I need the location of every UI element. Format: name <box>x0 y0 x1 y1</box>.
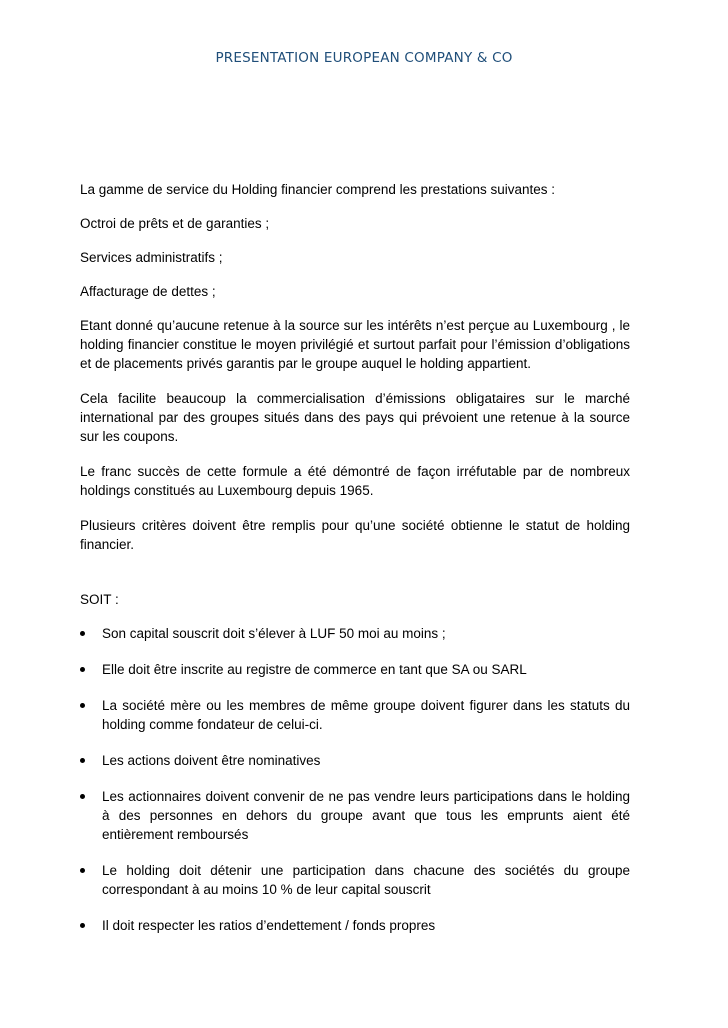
criteria-text: La société mère ou les membres de même groupe doivent figurer dans les statuts du holding comme fondateur de celui-ci. <box>102 698 630 732</box>
service-item-factoring: Affacturage de dettes ; <box>80 284 216 299</box>
service-item-loans: Octroi de prêts et de garanties ; <box>80 216 270 231</box>
list-item <box>80 696 630 734</box>
list-item <box>80 660 630 679</box>
criteria-text: Les actions doivent être nominatives <box>102 753 321 768</box>
paragraph-luxembourg-withholding: Etant donné qu’aucune retenue à la source sur les intérêts n’est perçue au Luxembourg , le holding financier constitue le moyen privilégié et surtout parfait pour l’émission d’obligations et de placements privés garantis par le groupe auquel le holding appartient. <box>80 318 630 371</box>
list-item <box>80 751 630 770</box>
paragraph-success: Le franc succès de cette formule a été démontré de façon irréfutable par de nombreux holdings constitués au Luxembourg depuis 1965. <box>80 464 630 498</box>
criteria-text: Son capital souscrit doit s’élever à LUF 50 moi au moins ; <box>102 626 446 641</box>
criteria-text: Les actionnaires doivent convenir de ne pas vendre leurs participations dans le holding à des personnes en dehors du groupe avant que tous les emprunts aient été entièrement remboursés <box>102 789 630 842</box>
soit-label: SOIT : <box>80 592 119 607</box>
bullet-icon <box>80 794 85 799</box>
bullet-icon <box>80 703 85 708</box>
list-item <box>80 861 630 899</box>
bullet-icon <box>80 758 85 763</box>
bullet-icon <box>80 923 85 928</box>
bullet-icon <box>80 631 85 636</box>
list-item <box>80 624 630 643</box>
document-body <box>80 180 630 952</box>
paragraph-criteria-intro: Plusieurs critères doivent être remplis pour qu’une société obtienne le statut de holding financier. <box>80 518 630 552</box>
service-item-administrative: Services administratifs ; <box>80 250 223 265</box>
criteria-text: Il doit respecter les ratios d’endettement / fonds propres <box>102 918 436 933</box>
criteria-text: Le holding doit détenir une participation dans chacune des sociétés du groupe correspondant à au moins 10 % de leur capital souscrit <box>102 863 630 897</box>
page-header-title: PRESENTATION EUROPEAN COMPANY & CO <box>215 50 513 66</box>
criteria-list <box>80 624 630 935</box>
list-item <box>80 787 630 844</box>
section-spacer <box>80 570 630 590</box>
bullet-icon <box>80 868 85 873</box>
paragraph-commercialisation: Cela facilite beaucoup la commercialisation d’émissions obligataires sur le marché international par des groupes situés dans des pays qui prévoient une retenue à la source sur les coupons. <box>80 391 630 444</box>
bullet-icon <box>80 667 85 672</box>
criteria-text: Elle doit être inscrite au registre de commerce en tant que SA ou SARL <box>102 662 527 677</box>
intro-paragraph: La gamme de service du Holding financier comprend les prestations suivantes : <box>80 182 555 197</box>
list-item <box>80 916 630 935</box>
